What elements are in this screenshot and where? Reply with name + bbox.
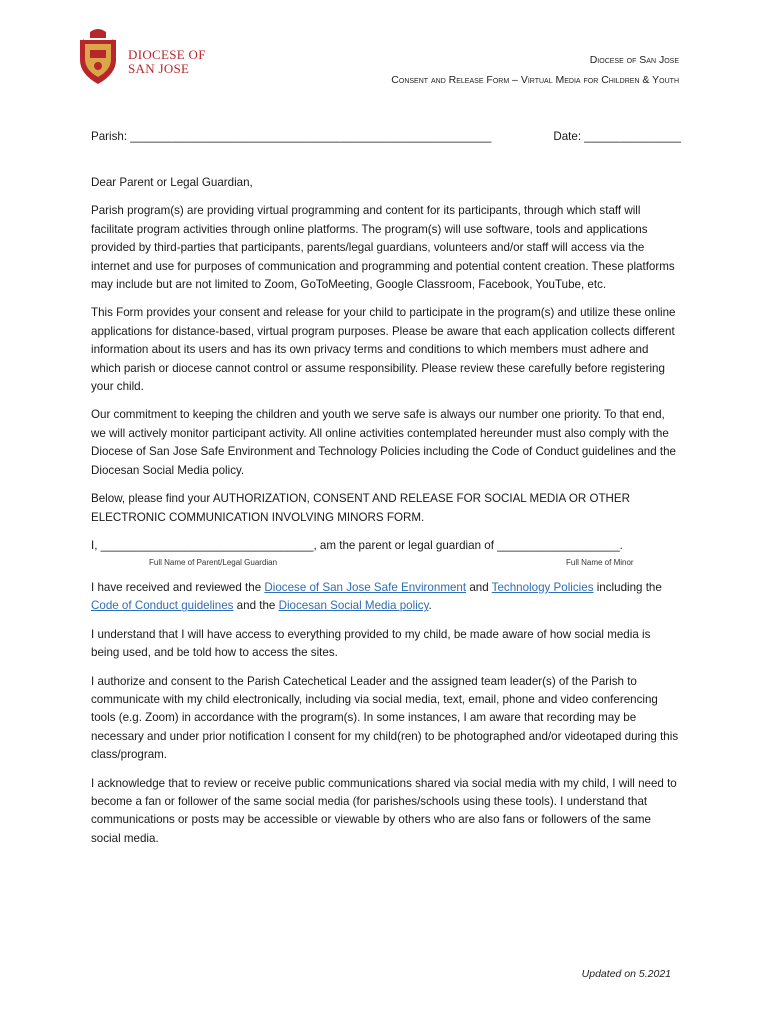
header-form-title: Consent and Release Form – Virtual Media for Children & Youth [391, 74, 679, 86]
paragraph-programs: Parish program(s) are providing virtual programming and content for its participants, through which staff will facilitate program activities through online platforms. The program(s) will use software, tools and applications provided by third-parties that participants, parents/legal guardians, volunteers and/or staff will access via the internet and use for purposes of communication and programming and potential content creation. These platforms may include but are not limited to Zoom, GoToMeeting, Google Classroom, Facebook, YouTube, etc. [91, 204, 675, 292]
greeting: Dear Parent or Legal Guardian, [91, 176, 253, 189]
date-field[interactable]: Date: _______________ [553, 130, 681, 143]
paragraph-received: I have received and reviewed the Diocese of San Jose Safe Environment and Technology Policies including the Code of Conduct guidelines and the Diocesan Social Media policy. [91, 580, 662, 613]
paragraph-authorize: I authorize and consent to the Parish Catechetical Leader and the assigned team leader(s) of the Parish to communicate with my child electronically, including via social media, text, email, phone and video conferencing tools (e.g. Zoom) in accordance with the program(s). In some instances, I am aware that recording may be necessary and under prior notification I consent for my child(ren) to be photographed and/or videotaped during this class/program. [91, 674, 679, 762]
header-org: Diocese of San Jose [589, 54, 679, 66]
guardian-name-field[interactable]: _________________________________ [100, 538, 314, 552]
paragraph-access: I understand that I will have access to everything provided to my child, be made aware of how social media is being used, and be told how to access the sites. [91, 627, 651, 660]
diocese-logo [76, 26, 216, 86]
technology-policies-link[interactable]: Technology Policies [491, 580, 594, 594]
guardian-line: I, _________________________________, am the parent or legal guardian of ___________________. Full Name of Parent/Legal Guardian Full Name of Minor [91, 537, 681, 567]
guardian-caption: Full Name of Parent/Legal Guardian [149, 557, 278, 567]
coat-of-arms-icon [76, 26, 120, 86]
document-header [391, 50, 679, 90]
logo-wordmark: DIOCESE OF SAN JOSE [128, 47, 206, 76]
parish-field[interactable]: Parish: ________________________________________________________ [91, 130, 492, 143]
parish-date-line [91, 128, 681, 148]
paragraph-acknowledge: I acknowledge that to review or receive public communications shared via social media with my child, I will need to become a fan or follower of the same social media (for parishes/schools using these tools). I understand that communications or posts may be accessible or viewable by others who are also fans or followers of the same social media. [91, 776, 677, 845]
minor-caption: Full Name of Minor [566, 557, 634, 567]
social-media-policy-link[interactable]: Diocesan Social Media policy [278, 599, 429, 613]
letter-body [91, 128, 681, 858]
paragraph-commitment: Our commitment to keeping the children and youth we serve safe is always our number one priority. To that end, we will actively monitor participant activity. All online activities contemplated hereunder must also comply with the Diocese of San Jose Safe Environment and Technology Policies including the Code of Conduct guidelines and the Diocesan Social Media policy. [91, 408, 677, 477]
minor-name-field[interactable]: ___________________ [497, 538, 620, 552]
code-of-conduct-link[interactable]: Code of Conduct guidelines [91, 599, 234, 613]
safe-environment-link[interactable]: Diocese of San Jose Safe Environment [264, 580, 467, 594]
paragraph-consent: This Form provides your consent and release for your child to participate in the program(s) and utilize these online applications for distance-based, virtual program purposes. Please be aware that each application collects different information about its users and has its own privacy terms and conditions to which members must adhere and which parish or diocese cannot control or assume responsibility. Please review these carefully before registering your child. [91, 306, 676, 394]
updated-date: Updated on 5.2021 [581, 968, 671, 980]
paragraph-below: Below, please find your AUTHORIZATION, CONSENT AND RELEASE FOR SOCIAL MEDIA OR OTHER ELECTRONIC COMMUNICATION INVOLVING MINORS FORM. [91, 492, 631, 524]
